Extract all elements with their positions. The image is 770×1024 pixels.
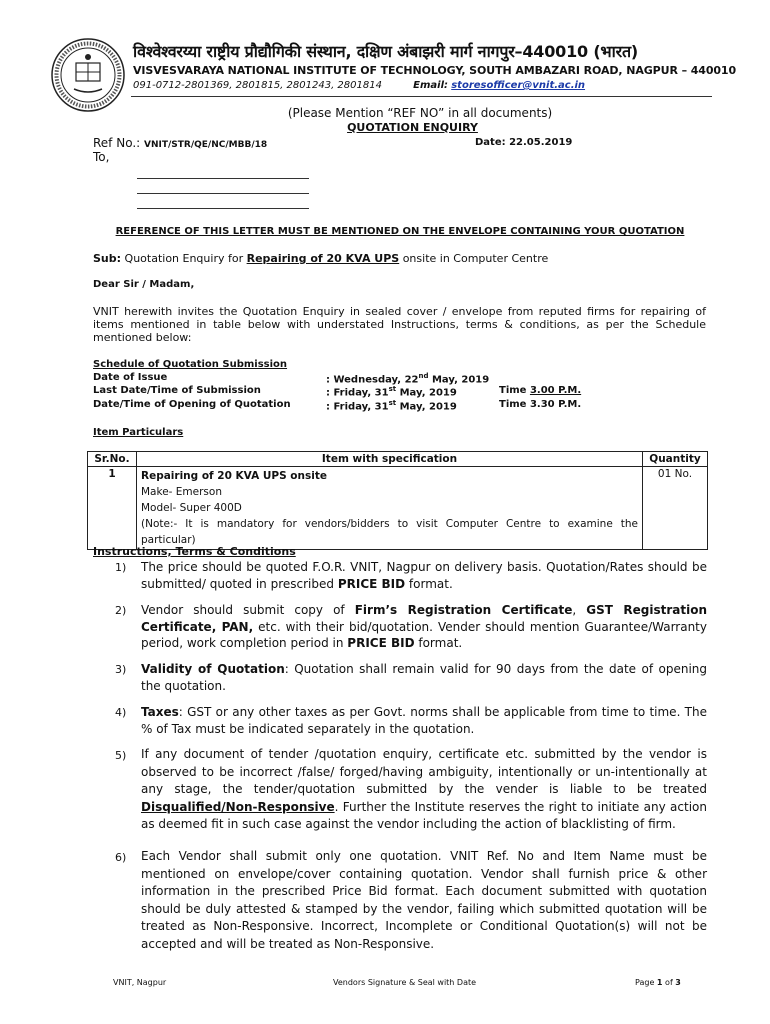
to-label: To, bbox=[93, 150, 110, 164]
subject-post: onsite in Computer Centre bbox=[402, 252, 549, 265]
instruction-item: 2) Vendor should submit copy of Firm’s Registration Certificate, GST Registration Certificate, PAN, etc. with their bid/quotation. Vender should mention Guarantee/Warranty period, work completion period in PRICE BID format. bbox=[115, 603, 707, 650]
institute-name-hindi: विश्वेश्वरय्या राष्ट्रीय प्रौद्यौगिकी संस्थान, दक्षिण अंबाझरी मार्ग नागपुर–440010 (भारत) bbox=[133, 42, 638, 61]
footer-center: Vendors Signature & Seal with Date bbox=[333, 978, 477, 987]
table-header-row bbox=[88, 452, 708, 467]
letter-heading: QUOTATION ENQUIRY bbox=[347, 121, 478, 134]
institute-name-english: VISVESVARAYA NATIONAL INSTITUTE OF TECHNOLOGY, SOUTH AMBAZARI ROAD, NAGPUR – 440010 bbox=[133, 64, 737, 77]
cell-srno: 1 bbox=[88, 467, 137, 550]
item-name: Repairing of 20 KVA UPS onsite bbox=[141, 470, 327, 482]
schedule-time: Time 3.00 P.M. bbox=[499, 385, 582, 396]
footer-left: VNIT, Nagpur bbox=[113, 978, 167, 987]
ref-line bbox=[93, 136, 267, 150]
subject-line bbox=[93, 252, 548, 265]
instruction-item: 1) The price should be quoted F.O.R. VNIT, Nagpur on delivery basis. Quotation/Rates should be submitted/ quoted in prescribed PRICE BID format. bbox=[115, 560, 707, 591]
item-note: (Note:- It is mandatory for vendors/bidders to visit Computer Centre to examine the particular) bbox=[141, 518, 638, 546]
subject-label: Sub: bbox=[93, 252, 122, 265]
schedule-label: Date/Time of Opening of Quotation bbox=[93, 399, 291, 410]
schedule-label: Date of Issue bbox=[93, 372, 168, 383]
cell-quantity: 01 No. bbox=[643, 467, 708, 550]
header-divider bbox=[131, 96, 712, 97]
address-line-2 bbox=[137, 193, 309, 194]
instruction-item: 4) Taxes: GST or any other taxes as per Govt. norms shall be applicable from time to time. The % of Tax must be indicated separately in the quotation. bbox=[115, 705, 707, 736]
schedule-table bbox=[93, 372, 713, 413]
schedule-row bbox=[93, 399, 713, 413]
schedule-date: : Friday, 31st May, 2019 bbox=[326, 399, 457, 413]
instruction-item: 5) If any document of tender /quotation enquiry, certificate etc. submitted by the vendor is observed to be incorrect /false/ forged/having ambiguity, intentionally or un-intentionally at any stage, the tender/quotation submitted by the vender is liable to be treated Disqualified/Non-Responsive. Further the Institute reserves the right to initiate any action as deemed fit in such case against the vendor including the action of blacklisting of firm. bbox=[115, 747, 707, 831]
subject-item: Repairing of 20 KVA UPS bbox=[246, 252, 400, 265]
col-header-quantity: Quantity bbox=[643, 452, 708, 467]
institute-logo bbox=[50, 37, 126, 113]
instruction-item: 3) Validity of Quotation: Quotation shall remain valid for 90 days from the date of opening the quotation. bbox=[115, 662, 707, 693]
cell-item bbox=[137, 467, 643, 550]
reference-note: REFERENCE OF THIS LETTER MUST BE MENTIONED ON THE ENVELOPE CONTAINING YOUR QUOTATION bbox=[115, 226, 685, 237]
ref-label: Ref No.: bbox=[93, 136, 141, 150]
schedule-date: : Friday, 31st May, 2019 bbox=[326, 385, 457, 399]
instructions-title: Instructions, Terms & Conditions bbox=[93, 545, 296, 558]
address-line-3 bbox=[137, 208, 309, 209]
item-model: Model- Super 400D bbox=[141, 502, 242, 514]
address-line-1 bbox=[137, 178, 309, 179]
footer-page: Page 1 of 3 bbox=[635, 978, 681, 987]
salutation: Dear Sir / Madam, bbox=[93, 279, 195, 290]
letter-date: Date: 22.05.2019 bbox=[475, 137, 573, 148]
phone-numbers: 091-0712-2801369, 2801815, 2801243, 2801814 bbox=[133, 80, 382, 91]
table-row bbox=[88, 467, 708, 550]
contact-line bbox=[133, 80, 585, 91]
instruction-item: 6) Each Vendor shall submit only one quotation. VNIT Ref. No and Item Name must be mentioned on envelope/cover containing quotation. Vendor shall furnish price & other information in the prescribed Price Bid format. Each document submitted with quotation should be duly attested & stamped by the vendor, failing which submitted quotation will be treated as Non-Responsive. Incorrect, Incomplete or Conditional Quotation(s) will not be accepted and will be treated as Non-Responsive. bbox=[115, 849, 707, 951]
subject-pre: Quotation Enquiry for bbox=[124, 252, 244, 265]
email-link[interactable]: storesofficer@vnit.ac.in bbox=[451, 80, 586, 91]
col-header-srno: Sr.No. bbox=[88, 452, 137, 467]
schedule-date: : Wednesday, 22nd May, 2019 bbox=[326, 372, 490, 386]
intro-paragraph: VNIT herewith invites the Quotation Enquiry in sealed cover / envelope from reputed firms for repairing of items mentioned in table below with understated Instructions, terms & conditions, as per the Schedule mentioned below: bbox=[93, 305, 706, 344]
email-label: Email: bbox=[413, 80, 449, 91]
ref-number: VNIT/STR/QE/NC/MBB/18 bbox=[144, 140, 268, 150]
item-make: Make- Emerson bbox=[141, 486, 222, 498]
items-table bbox=[87, 451, 708, 550]
items-title: Item Particulars bbox=[93, 427, 184, 438]
schedule-row bbox=[93, 372, 713, 385]
mention-note: (Please Mention “REF NO” in all documents) bbox=[287, 106, 553, 120]
schedule-row bbox=[93, 385, 713, 399]
col-header-item: Item with specification bbox=[137, 452, 643, 467]
schedule-label: Last Date/Time of Submission bbox=[93, 385, 261, 396]
schedule-time: Time 3.30 P.M. bbox=[499, 399, 582, 410]
schedule-title: Schedule of Quotation Submission bbox=[93, 359, 288, 370]
